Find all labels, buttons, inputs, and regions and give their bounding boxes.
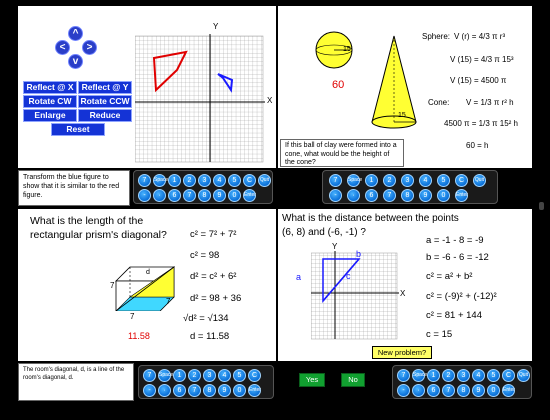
distance-x-label: X (400, 289, 406, 298)
cone-eq-label: Cone: (428, 98, 450, 107)
key-dot[interactable]: · (153, 189, 166, 202)
side-handle[interactable] (539, 202, 544, 210)
distance-step-5: c² = 81 + 144 (426, 310, 482, 321)
key-7b[interactable]: 7 (383, 189, 396, 202)
key-enter[interactable]: Enter (455, 189, 468, 202)
key-5[interactable]: 5 (487, 369, 500, 382)
key-enter[interactable]: Enter (243, 189, 256, 202)
key-6[interactable]: 6 (173, 384, 186, 397)
yes-button[interactable]: Yes (299, 373, 325, 387)
distance-b-label: b (356, 249, 362, 259)
cone-eq-1: V = 1/3 π r² h (466, 98, 514, 107)
prism-d-label: d (146, 269, 150, 276)
graph-x-label: X (267, 96, 273, 105)
key-4[interactable]: 4 (419, 174, 432, 187)
reflect-x-button[interactable]: Reflect @ X (23, 81, 77, 94)
cone-formula: 1/3 π r² h (480, 98, 514, 107)
distance-graph (311, 251, 399, 341)
prism-step-2: c² = 98 (190, 250, 220, 261)
key-quit[interactable]: Quit (517, 369, 530, 382)
key-quit[interactable]: Quit (473, 174, 486, 187)
key-6[interactable]: 6 (168, 189, 181, 202)
key-0[interactable]: 0 (437, 189, 450, 202)
key-2[interactable]: 2 (183, 174, 196, 187)
prism-answer: 11.58 (128, 331, 150, 341)
sphere-eq-1: V (r) = 4/3 π r³ (454, 32, 506, 41)
prism-step-5: √d² = √134 (183, 313, 229, 324)
key-1[interactable]: 1 (365, 174, 378, 187)
rotate-ccw-button[interactable]: Rotate CCW (78, 95, 132, 108)
key-7b[interactable]: 7 (188, 384, 201, 397)
sphere-eq-3: V (15) = 4500 π (450, 76, 507, 85)
key-7b[interactable]: 7 (183, 189, 196, 202)
distance-y-label: Y (332, 242, 338, 251)
reflect-y-button[interactable]: Reflect @ Y (78, 81, 132, 94)
key-6[interactable]: 6 (427, 384, 440, 397)
distance-step-2: b = -6 - 6 = -12 (426, 252, 489, 263)
transform-panel (18, 6, 276, 168)
distance-a-label: a (296, 272, 302, 282)
sphere-cone-panel (278, 6, 532, 168)
distance-c-label: c (346, 271, 351, 281)
key-minus[interactable]: - (138, 189, 151, 202)
key-c[interactable]: C (502, 369, 515, 382)
prism-step-1: c² = 7² + 7² (190, 229, 237, 240)
prism-edge-3: 7 (130, 312, 135, 321)
distance-step-6: c = 15 (426, 329, 453, 340)
reset-button[interactable]: Reset (51, 123, 105, 136)
cone-eq-3: 60 = h (466, 141, 489, 150)
distance-step-1: a = -1 - 8 = -9 (426, 235, 484, 246)
diagonal-note: The room's diagonal, d, is a line of the room's diagonal, d. (18, 363, 134, 401)
key-4[interactable]: 4 (472, 369, 485, 382)
graph-y-label: Y (213, 22, 219, 31)
key-6[interactable]: 6 (365, 189, 378, 202)
key-7b[interactable]: 7 (442, 384, 455, 397)
keypad-bottom-left (138, 365, 274, 399)
prism-step-6: d = 11.58 (190, 331, 230, 342)
key-c[interactable]: C (243, 174, 256, 187)
key-9[interactable]: 9 (472, 384, 485, 397)
key-space[interactable]: Space (153, 174, 166, 187)
key-1[interactable]: 1 (427, 369, 440, 382)
key-2[interactable]: 2 (442, 369, 455, 382)
distance-step-3: c² = a² + b² (426, 271, 473, 282)
cone-radius-label: 15 (398, 112, 406, 119)
key-3[interactable]: 3 (457, 369, 470, 382)
key-0[interactable]: 0 (233, 384, 246, 397)
key-space[interactable]: Space (347, 174, 360, 187)
key-9[interactable]: 9 (218, 384, 231, 397)
prism-panel (18, 209, 276, 361)
new-problem-button[interactable]: New problem? (372, 346, 432, 359)
key-3[interactable]: 3 (203, 369, 216, 382)
sphere-eq-2: V (15) = 4/3 π 15³ (450, 55, 514, 64)
key-3[interactable]: 3 (198, 174, 211, 187)
prism-edge-2: 7 (166, 297, 171, 306)
prism-question-2: rectangular prism's diagonal? (30, 229, 167, 241)
keypad-right (322, 170, 498, 204)
key-5[interactable]: 5 (233, 369, 246, 382)
transform-graph[interactable] (135, 32, 273, 164)
prism-step-4: d² = 98 + 36 (190, 293, 242, 304)
key-dot[interactable]: · (158, 384, 171, 397)
cone-eq-2: 4500 π = 1/3 π 15² h (444, 119, 518, 128)
key-8[interactable]: 8 (401, 189, 414, 202)
no-button[interactable]: No (341, 373, 365, 387)
key-9[interactable]: 9 (419, 189, 432, 202)
keypad-bottom-right (392, 365, 532, 399)
key-2[interactable]: 2 (188, 369, 201, 382)
key-0[interactable]: 0 (487, 384, 500, 397)
distance-question-1: What is the distance between the points (282, 213, 459, 224)
cone-illustration (370, 34, 418, 130)
sphere-formula: 4/3 π r³ (478, 32, 506, 41)
key-1[interactable]: 1 (168, 174, 181, 187)
key-4[interactable]: 4 (213, 174, 226, 187)
key-space[interactable]: Space (412, 369, 425, 382)
key-7[interactable]: 7 (329, 174, 342, 187)
sphere-eq-label: Sphere: (422, 32, 451, 41)
distance-panel (278, 209, 532, 361)
sphere-radius-label: 15 (343, 46, 351, 53)
enlarge-button[interactable]: Enlarge (23, 109, 77, 122)
key-7[interactable]: 7 (138, 174, 151, 187)
key-space[interactable]: Space (158, 369, 171, 382)
move-left-button[interactable]: < (55, 40, 70, 55)
key-5[interactable]: 5 (437, 174, 450, 187)
distance-question-2: (6, 8) and (-6, -1) ? (282, 227, 366, 238)
key-minus[interactable]: - (397, 384, 410, 397)
key-dot[interactable]: · (347, 189, 360, 202)
sphere-cone-question: If this ball of clay were formed into a cone, what would be the height of the cone? (280, 139, 404, 167)
key-8[interactable]: 8 (203, 384, 216, 397)
key-enter[interactable]: Enter (502, 384, 515, 397)
key-5[interactable]: 5 (228, 174, 241, 187)
key-7[interactable]: 7 (397, 369, 410, 382)
transform-instruction: Transform the blue figure to show that it is similar to the red figure. (18, 170, 130, 206)
key-minus[interactable]: - (329, 189, 342, 202)
sphere-height-label: 60 (332, 79, 345, 91)
key-c[interactable]: C (248, 369, 261, 382)
key-8[interactable]: 8 (198, 189, 211, 202)
key-1[interactable]: 1 (173, 369, 186, 382)
key-c[interactable]: C (455, 174, 468, 187)
key-8[interactable]: 8 (457, 384, 470, 397)
sphere-formula-sub: 4/3 π 15³ (480, 55, 514, 64)
keypad-left (133, 170, 273, 204)
prism-question-1: What is the length of the (30, 215, 144, 227)
key-4[interactable]: 4 (218, 369, 231, 382)
key-2[interactable]: 2 (383, 174, 396, 187)
key-quit[interactable]: Quit (258, 174, 271, 187)
key-dot[interactable]: · (412, 384, 425, 397)
cone-formula-sub: 1/3 π 15² h (478, 119, 518, 128)
distance-step-4: c² = (-9)² + (-12)² (426, 291, 497, 302)
prism-step-3: d² = c² + 6² (190, 271, 237, 282)
key-minus[interactable]: - (143, 384, 156, 397)
move-up-button[interactable]: ^ (68, 26, 83, 41)
prism-edge-1: 7 (110, 281, 115, 290)
reduce-button[interactable]: Reduce (78, 109, 132, 122)
move-right-button[interactable]: > (82, 40, 97, 55)
key-7[interactable]: 7 (143, 369, 156, 382)
key-3[interactable]: 3 (401, 174, 414, 187)
key-0[interactable]: 0 (228, 189, 241, 202)
key-enter[interactable]: Enter (248, 384, 261, 397)
key-9[interactable]: 9 (213, 189, 226, 202)
move-down-button[interactable]: v (68, 54, 83, 69)
rotate-cw-button[interactable]: Rotate CW (23, 95, 77, 108)
